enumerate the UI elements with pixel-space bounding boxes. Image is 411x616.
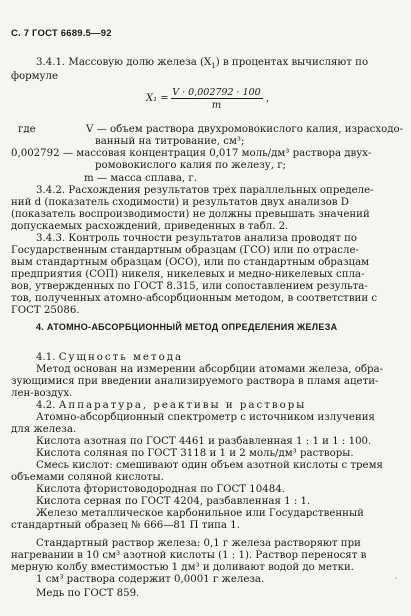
paragraph-4-2-line-8: Кислота серная по ГОСТ 4204, разбавленная 1 : 1.: [36, 496, 311, 507]
paragraph-4-1-line-2: зующимися при введении анализируемого раствора в пламя ацети-: [11, 376, 379, 387]
formula-numerator: V · 0,002792 · 100: [172, 87, 261, 98]
paragraph-3-4-2-line-4: допускаемых расхождений, приведенных в табл. 2.: [11, 221, 289, 232]
formula-lhs: X₁ =: [146, 93, 169, 104]
formula-fraction-bar: [171, 98, 263, 99]
paragraph-4-2-line-11: Стандартный раствор железа: 0,1 г железа растворяют при: [36, 538, 361, 549]
formula-denominator: m: [211, 100, 222, 111]
paragraph-3-4-3-line-6: тов, полученных атомно-абсорбционным методом, в соответствии с: [11, 293, 378, 304]
paragraph-3-4-2-line-3: (показатель воспроизводимости) не должны превышать значений: [11, 209, 370, 220]
paragraph-4-2-line-6: объемами соляной кислоты.: [11, 472, 164, 483]
scan-speck: ·: [395, 574, 398, 583]
page-header: С. 7 ГОСТ 6689.5—92: [11, 28, 112, 39]
definition-c-line-1: 0,002792 — массовая концентрация 0,017 моль/дм³ раствора двух-: [11, 148, 372, 159]
paragraph-3-4-3-line-4: предприятия (СОП) никеля, никелевых и медно-никелевых спла-: [11, 269, 365, 280]
paragraph-3-4-2-line-1: 3.4.2. Расхождения результатов трех параллельных определе-: [36, 185, 374, 196]
paragraph-4-2-line-1: Атомно-абсорбционный спектрометр с источником излучения: [36, 412, 375, 423]
paragraph-4-2-line-14: 1 см³ раствора содержит 0,0001 г железа.: [36, 574, 265, 585]
paragraph-4-2-line-4: Кислота соляная по ГОСТ 3118 и 1 и 2 моль/дм³ растворы.: [36, 448, 354, 459]
paragraph-4-2-line-10: стандартный образец № 666—81 П типа 1.: [11, 520, 240, 531]
subsection-4-1-heading: 4.1. Сущность метода: [36, 352, 184, 363]
paragraph-4-2-line-15: Медь по ГОСТ 859.: [36, 588, 140, 599]
definition-c-line-2: ромовокислого калия по железу, г;: [95, 160, 286, 171]
definition-where: где: [18, 124, 36, 135]
paragraph-4-1-line-1: Метод основан на измерении абсорбции атомами железа, обра-: [36, 364, 384, 375]
definition-v-line-1: V — объем раствора двухромовокислого калия, израсходо-: [86, 124, 404, 135]
formula-comma: ,: [266, 93, 270, 104]
paragraph-3-4-3-line-7: ГОСТ 25086.: [11, 305, 80, 316]
paragraph-3-4-2-line-2: ний d (показатель сходимости) и результатов двух анализов D: [11, 197, 349, 208]
section-4-heading: 4. АТОМНО-АБСОРБЦИОННЫЙ МЕТОД ОПРЕДЕЛЕНИЯ ЖЕЛЕЗА: [36, 322, 338, 332]
definition-v-line-2: ванный на титрование, см³;: [95, 136, 245, 147]
paragraph-4-1-line-3: лен-воздух.: [11, 388, 73, 399]
paragraph-4-2-line-9: Железо металлическое карбонильное или Государственный: [36, 508, 364, 519]
paragraph-3-4-3-line-5: вов, утвержденных по ГОСТ 8.315, или сопоставлением результа-: [11, 281, 368, 292]
subsection-4-2-heading: 4.2. Аппаратура, реактивы и растворы: [36, 400, 307, 411]
paragraph-4-2-line-5: Смесь кислот: смешивают один объем азотной кислоты с тремя: [36, 460, 383, 471]
paragraph-3-4-3-line-2: Государственным стандартным образцам (ГСО) или по отрасле-: [11, 245, 359, 256]
paragraph-3-4-1-line-1: 3.4.1. Массовую долю железа $(X_1)$ в процентах вычисляют по: [36, 57, 369, 71]
paragraph-4-2-line-2: для железа.: [11, 424, 77, 435]
paragraph-4-2-line-3: Кислота азотная по ГОСТ 4461 и разбавленная 1 : 1 и 1 : 100.: [36, 436, 372, 447]
definition-m: m — масса сплава, г.: [84, 173, 197, 184]
paragraph-3-4-3-line-1: 3.4.3. Контроль точности результатов анализа проводят по: [36, 233, 358, 244]
paragraph-4-2-line-7: Кислота фтористоводородная по ГОСТ 10484.: [36, 484, 285, 495]
paragraph-3-4-3-line-3: вым стандартным образцам (ОСО), или по стандартным образцам: [11, 257, 370, 268]
paragraph-4-2-line-13: мерную колбу вместимостью 1 дм³ и доливают водой до метки.: [11, 562, 354, 573]
paragraph-3-4-1-line-2: формуле: [11, 71, 59, 82]
paragraph-4-2-line-12: нагревании в 10 см³ азотной кислоты (1 : 1). Раствор переносят в: [11, 550, 367, 561]
